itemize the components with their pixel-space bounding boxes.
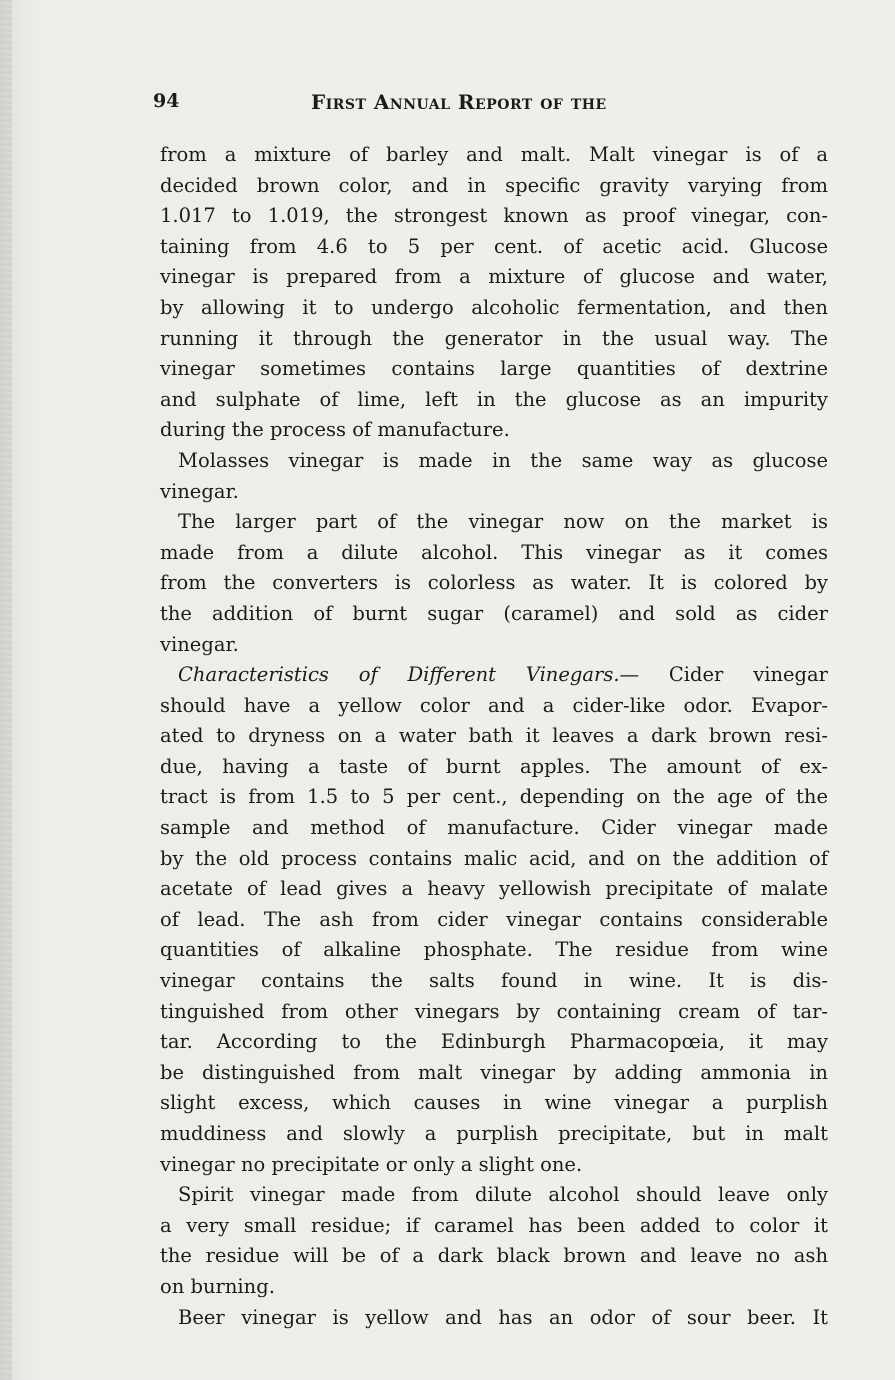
line-text: made from a dilute alcohol. This vinegar as it comes: [160, 540, 828, 564]
text-line: [160, 477, 828, 508]
text-line: [160, 1058, 828, 1089]
text-line: [160, 385, 828, 416]
line-text: tar. According to the Edinburgh Pharmacopœia, it may: [160, 1030, 828, 1054]
text-line: [160, 1119, 828, 1150]
line-text: during the process of manufacture.: [160, 418, 510, 442]
binding-edge: [0, 0, 12, 1380]
text-line: [160, 660, 828, 691]
text-line: [160, 905, 828, 936]
text-line: [160, 568, 828, 599]
line-text: vinegar is prepared from a mixture of glucose and water,: [160, 265, 828, 289]
line-text: vinegar sometimes contains large quantities of dextrine: [160, 357, 828, 381]
line-text: ated to dryness on a water bath it leaves a dark brown resi-: [160, 724, 828, 748]
text-line: [160, 1088, 828, 1119]
page-number: 94: [153, 90, 180, 112]
line-text: The larger part of the vinegar now on the market is: [178, 510, 828, 534]
line-text: muddiness and slowly a purplish precipitate, but in malt: [160, 1122, 828, 1145]
line-text: running it through the generator in the usual way. The: [160, 326, 828, 350]
section-heading: Characteristics of Different Vinegars.: [178, 663, 620, 687]
text-line: [160, 1303, 828, 1334]
text-line: [160, 354, 828, 385]
text-line: [160, 691, 828, 722]
text-line: [160, 1180, 828, 1211]
line-text: the addition of burnt sugar (caramel) and sold as cider: [160, 601, 828, 625]
text-line: [160, 262, 828, 293]
line-text: due, having a taste of burnt apples. The amount of ex-: [160, 754, 828, 778]
line-text: and sulphate of lime, left in the glucose as an impurity: [160, 387, 828, 411]
text-line: [160, 1211, 828, 1242]
line-text: tinguished from other vinegars by containing cream of tar-: [160, 999, 828, 1023]
line-text: 1.017 to 1.019, the strongest known as proof vinegar, con-: [160, 204, 828, 228]
line-text: from the converters is colorless as water. It is colored by: [160, 571, 828, 595]
text-line: [160, 844, 828, 875]
line-text: vinegar.: [160, 479, 239, 503]
line-text: — Cider vinegar: [619, 663, 828, 687]
line-text: be distinguished from malt vinegar by adding ammonia in: [160, 1060, 828, 1084]
text-line: [160, 813, 828, 844]
text-line: [160, 599, 828, 630]
line-text: tract is from 1.5 to 5 per cent., depending on the age of the: [160, 785, 828, 809]
line-text: taining from 4.6 to 5 per cent. of acetic acid. Glucose: [160, 234, 828, 258]
line-text: a very small residue; if caramel has been added to color it: [160, 1213, 828, 1237]
text-line: [160, 1150, 828, 1181]
text-line: [160, 782, 828, 813]
line-text: Spirit vinegar made from dilute alcohol should leave only: [178, 1183, 828, 1207]
text-line: [160, 324, 828, 355]
text-line: [160, 232, 828, 263]
line-text: by allowing it to undergo alcoholic fermentation, and then: [160, 295, 828, 319]
text-line: [160, 1027, 828, 1058]
text-line: [160, 874, 828, 905]
text-line: [160, 415, 828, 446]
text-line: [160, 966, 828, 997]
line-text: of lead. The ash from cider vinegar contains considerable: [160, 907, 828, 931]
line-text: should have a yellow color and a cider-like odor. Evapor-: [160, 693, 828, 717]
text-line: [160, 1272, 828, 1303]
text-line: [160, 630, 828, 661]
text-line: [160, 997, 828, 1028]
line-text: vinegar contains the salts found in wine. It is dis-: [160, 969, 828, 993]
line-text: vinegar.: [160, 632, 239, 656]
text-line: [160, 171, 828, 202]
text-line: [160, 140, 828, 171]
line-text: Beer vinegar is yellow and has an odor of sour beer. It: [178, 1305, 828, 1329]
text-line: [160, 721, 828, 752]
running-head: First Annual Report of the: [311, 90, 607, 114]
line-text: the residue will be of a dark black brown and leave no ash: [160, 1244, 828, 1268]
line-text: vinegar no precipitate or only a slight one.: [160, 1152, 583, 1176]
text-line: [160, 446, 828, 477]
body-text: [160, 140, 828, 1333]
line-text: sample and method of manufacture. Cider vinegar made: [160, 816, 828, 840]
text-line: [160, 1241, 828, 1272]
line-text: quantities of alkaline phosphate. The residue from wine: [160, 938, 828, 962]
line-text: on burning.: [160, 1274, 275, 1298]
text-line: [160, 201, 828, 232]
page-header: [153, 90, 833, 120]
text-line: [160, 293, 828, 324]
line-text: by the old process contains malic acid, and on the addition of: [160, 846, 828, 870]
text-line: [160, 752, 828, 783]
text-line: [160, 935, 828, 966]
line-text: decided brown color, and in specific gravity varying from: [160, 173, 828, 197]
line-text: Molasses vinegar is made in the same way as glucose: [178, 448, 828, 472]
line-text: slight excess, which causes in wine vinegar a purplish: [160, 1091, 828, 1115]
line-text: acetate of lead gives a heavy yellowish precipitate of malate: [160, 877, 828, 901]
text-line: [160, 507, 828, 538]
text-line: [160, 538, 828, 569]
line-text: from a mixture of barley and malt. Malt vinegar is of a: [160, 143, 828, 166]
